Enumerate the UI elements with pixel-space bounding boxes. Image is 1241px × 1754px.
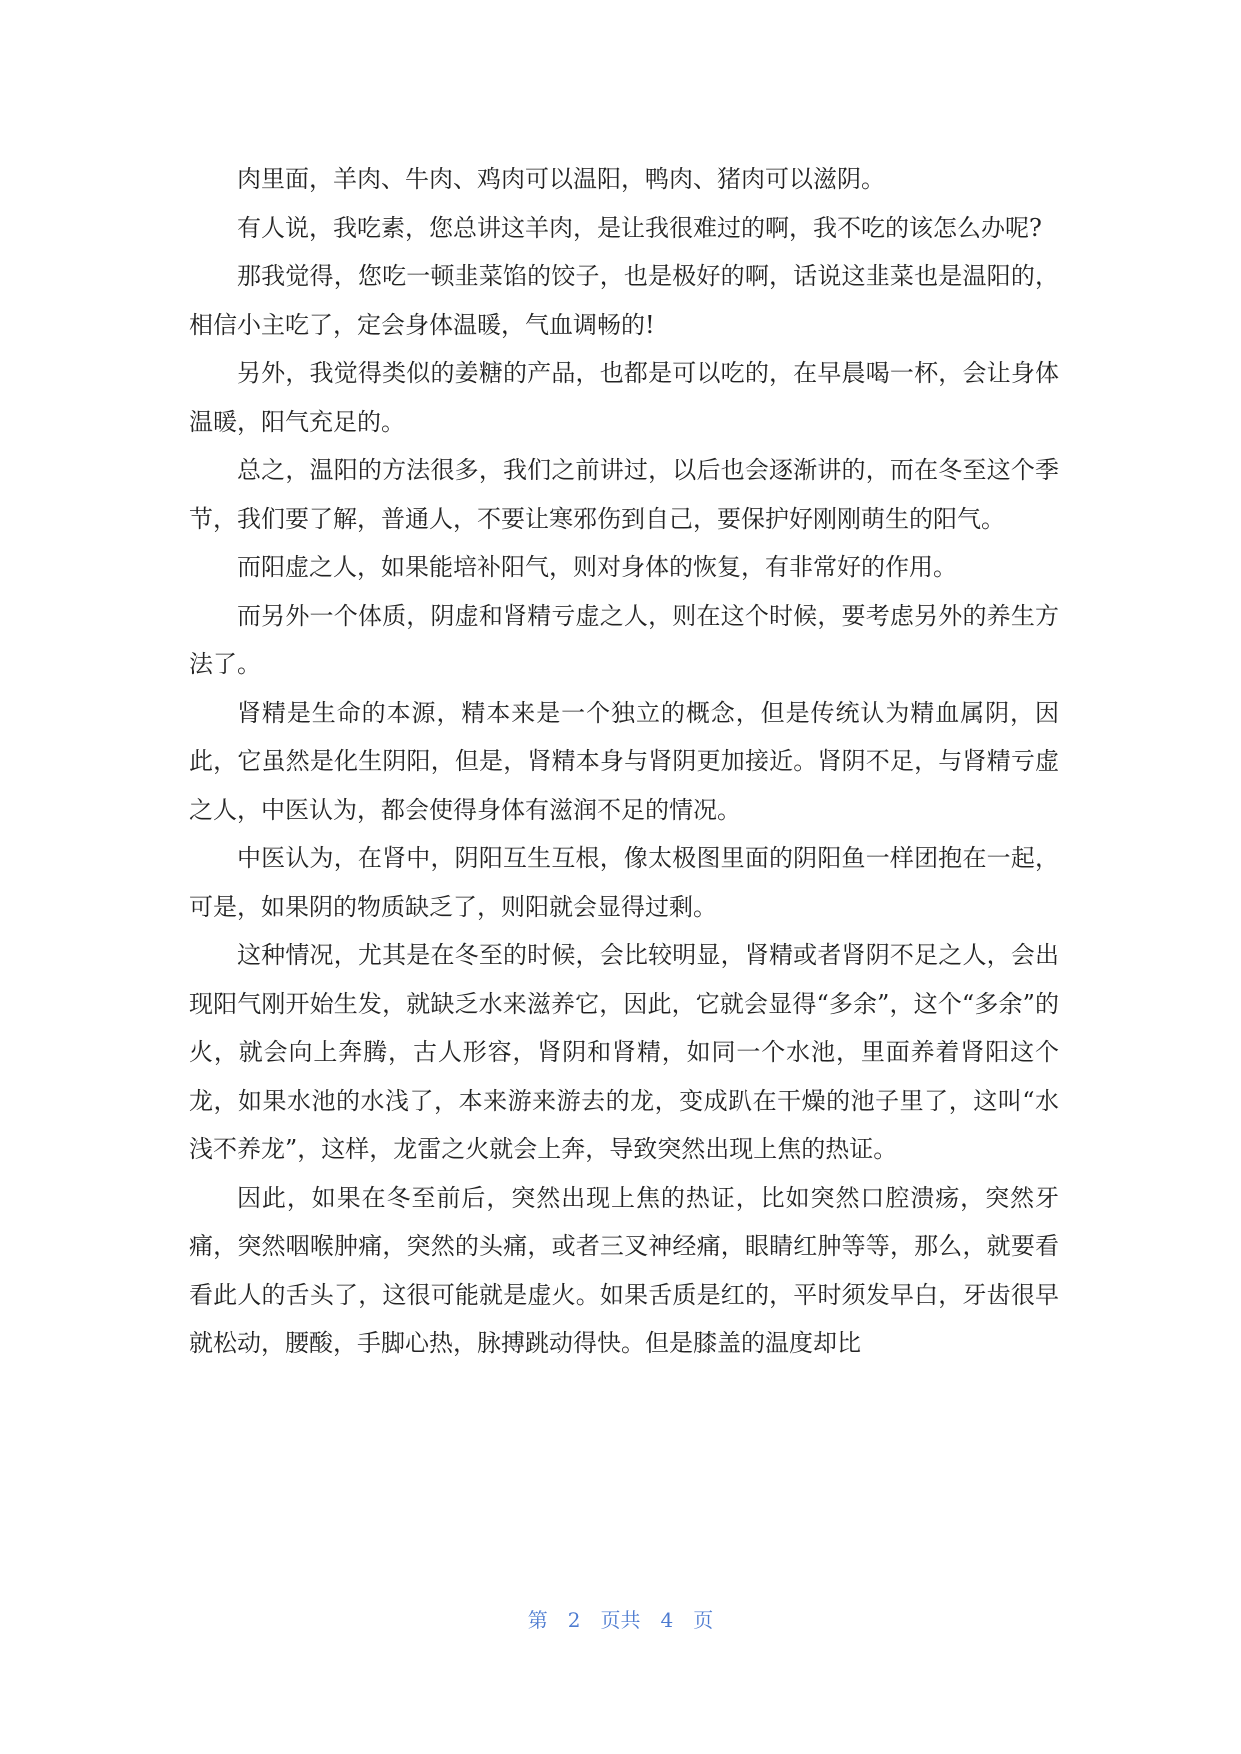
footer-middle: 页共	[600, 1608, 641, 1632]
page-footer	[0, 1604, 1241, 1633]
paragraph-10: 这种情况，尤其是在冬至的时候，会比较明显，肾精或者肾阴不足之人，会出现阳气刚开始生发，就缺乏水来滋养它，因此，它就会显得“多余”，这个“多余”的火，就会向上奔腾，古人形容，肾阴和肾精，如同一个水池，里面养着肾阳这个龙，如果水池的水浅了，本来游来游去的龙，变成趴在干燥的池子里了，这叫“水浅不养龙”，这样，龙雷之火就会上奔，导致突然出现上焦的热证。	[189, 941, 1059, 1163]
paragraph-9: 中医认为，在肾中，阴阳互生互根，像太极图里面的阴阳鱼一样团抱在一起，可是，如果阴的物质缺乏了，则阳就会显得过剩。	[189, 844, 1059, 921]
paragraph-5: 总之，温阳的方法很多，我们之前讲过，以后也会逐渐讲的，而在冬至这个季节，我们要了解，普通人，不要让寒邪伤到自己，要保护好刚刚萌生的阳气。	[189, 456, 1059, 533]
footer-suffix: 页	[693, 1608, 714, 1632]
paragraph-1: 肉里面，羊肉、牛肉、鸡肉可以温阳，鸭肉、猪肉可以滋阴。	[237, 165, 885, 193]
paragraph-8: 肾精是生命的本源，精本来是一个独立的概念，但是传统认为精血属阴，因此，它虽然是化生阴阳，但是，肾精本身与肾阴更加接近。肾阴不足，与肾精亏虚之人，中医认为，都会使得身体有滋润不足的情况。	[189, 698, 1059, 824]
paragraph-7: 而另外一个体质，阴虚和肾精亏虚之人，则在这个时候，要考虑另外的养生方法了。	[189, 601, 1059, 678]
paragraph-2: 有人说，我吃素，您总讲这羊肉，是让我很难过的啊，我不吃的该怎么办呢?	[237, 213, 1042, 242]
footer-current-page: 2	[567, 1608, 581, 1632]
paragraph-6: 而阳虚之人，如果能培补阳气，则对身体的恢复，有非常好的作用。	[237, 553, 957, 581]
paragraph-11: 因此，如果在冬至前后，突然出现上焦的热证，比如突然口腔溃疡，突然牙痛，突然咽喉肿痛，突然的头痛，或者三叉神经痛，眼睛红肿等等，那么，就要看看此人的舌头了，这很可能就是虚火。如果舌质是红的，平时须发早白，牙齿很早就松动，腰酸，手脚心热，脉搏跳动得快。但是膝盖的温度却比	[189, 1183, 1059, 1357]
paragraph-3: 那我觉得，您吃一顿韭菜馅的饺子，也是极好的啊，话说这韭菜也是温阳的，相信小主吃了，定会身体温暖，气血调畅的!	[189, 262, 1059, 339]
footer-prefix: 第	[527, 1608, 548, 1632]
footer-total-pages: 4	[660, 1608, 674, 1632]
document-body	[189, 155, 1059, 1368]
paragraph-4: 另外，我觉得类似的姜糖的产品，也都是可以吃的，在早晨喝一杯，会让身体温暖，阳气充足的。	[189, 359, 1059, 436]
